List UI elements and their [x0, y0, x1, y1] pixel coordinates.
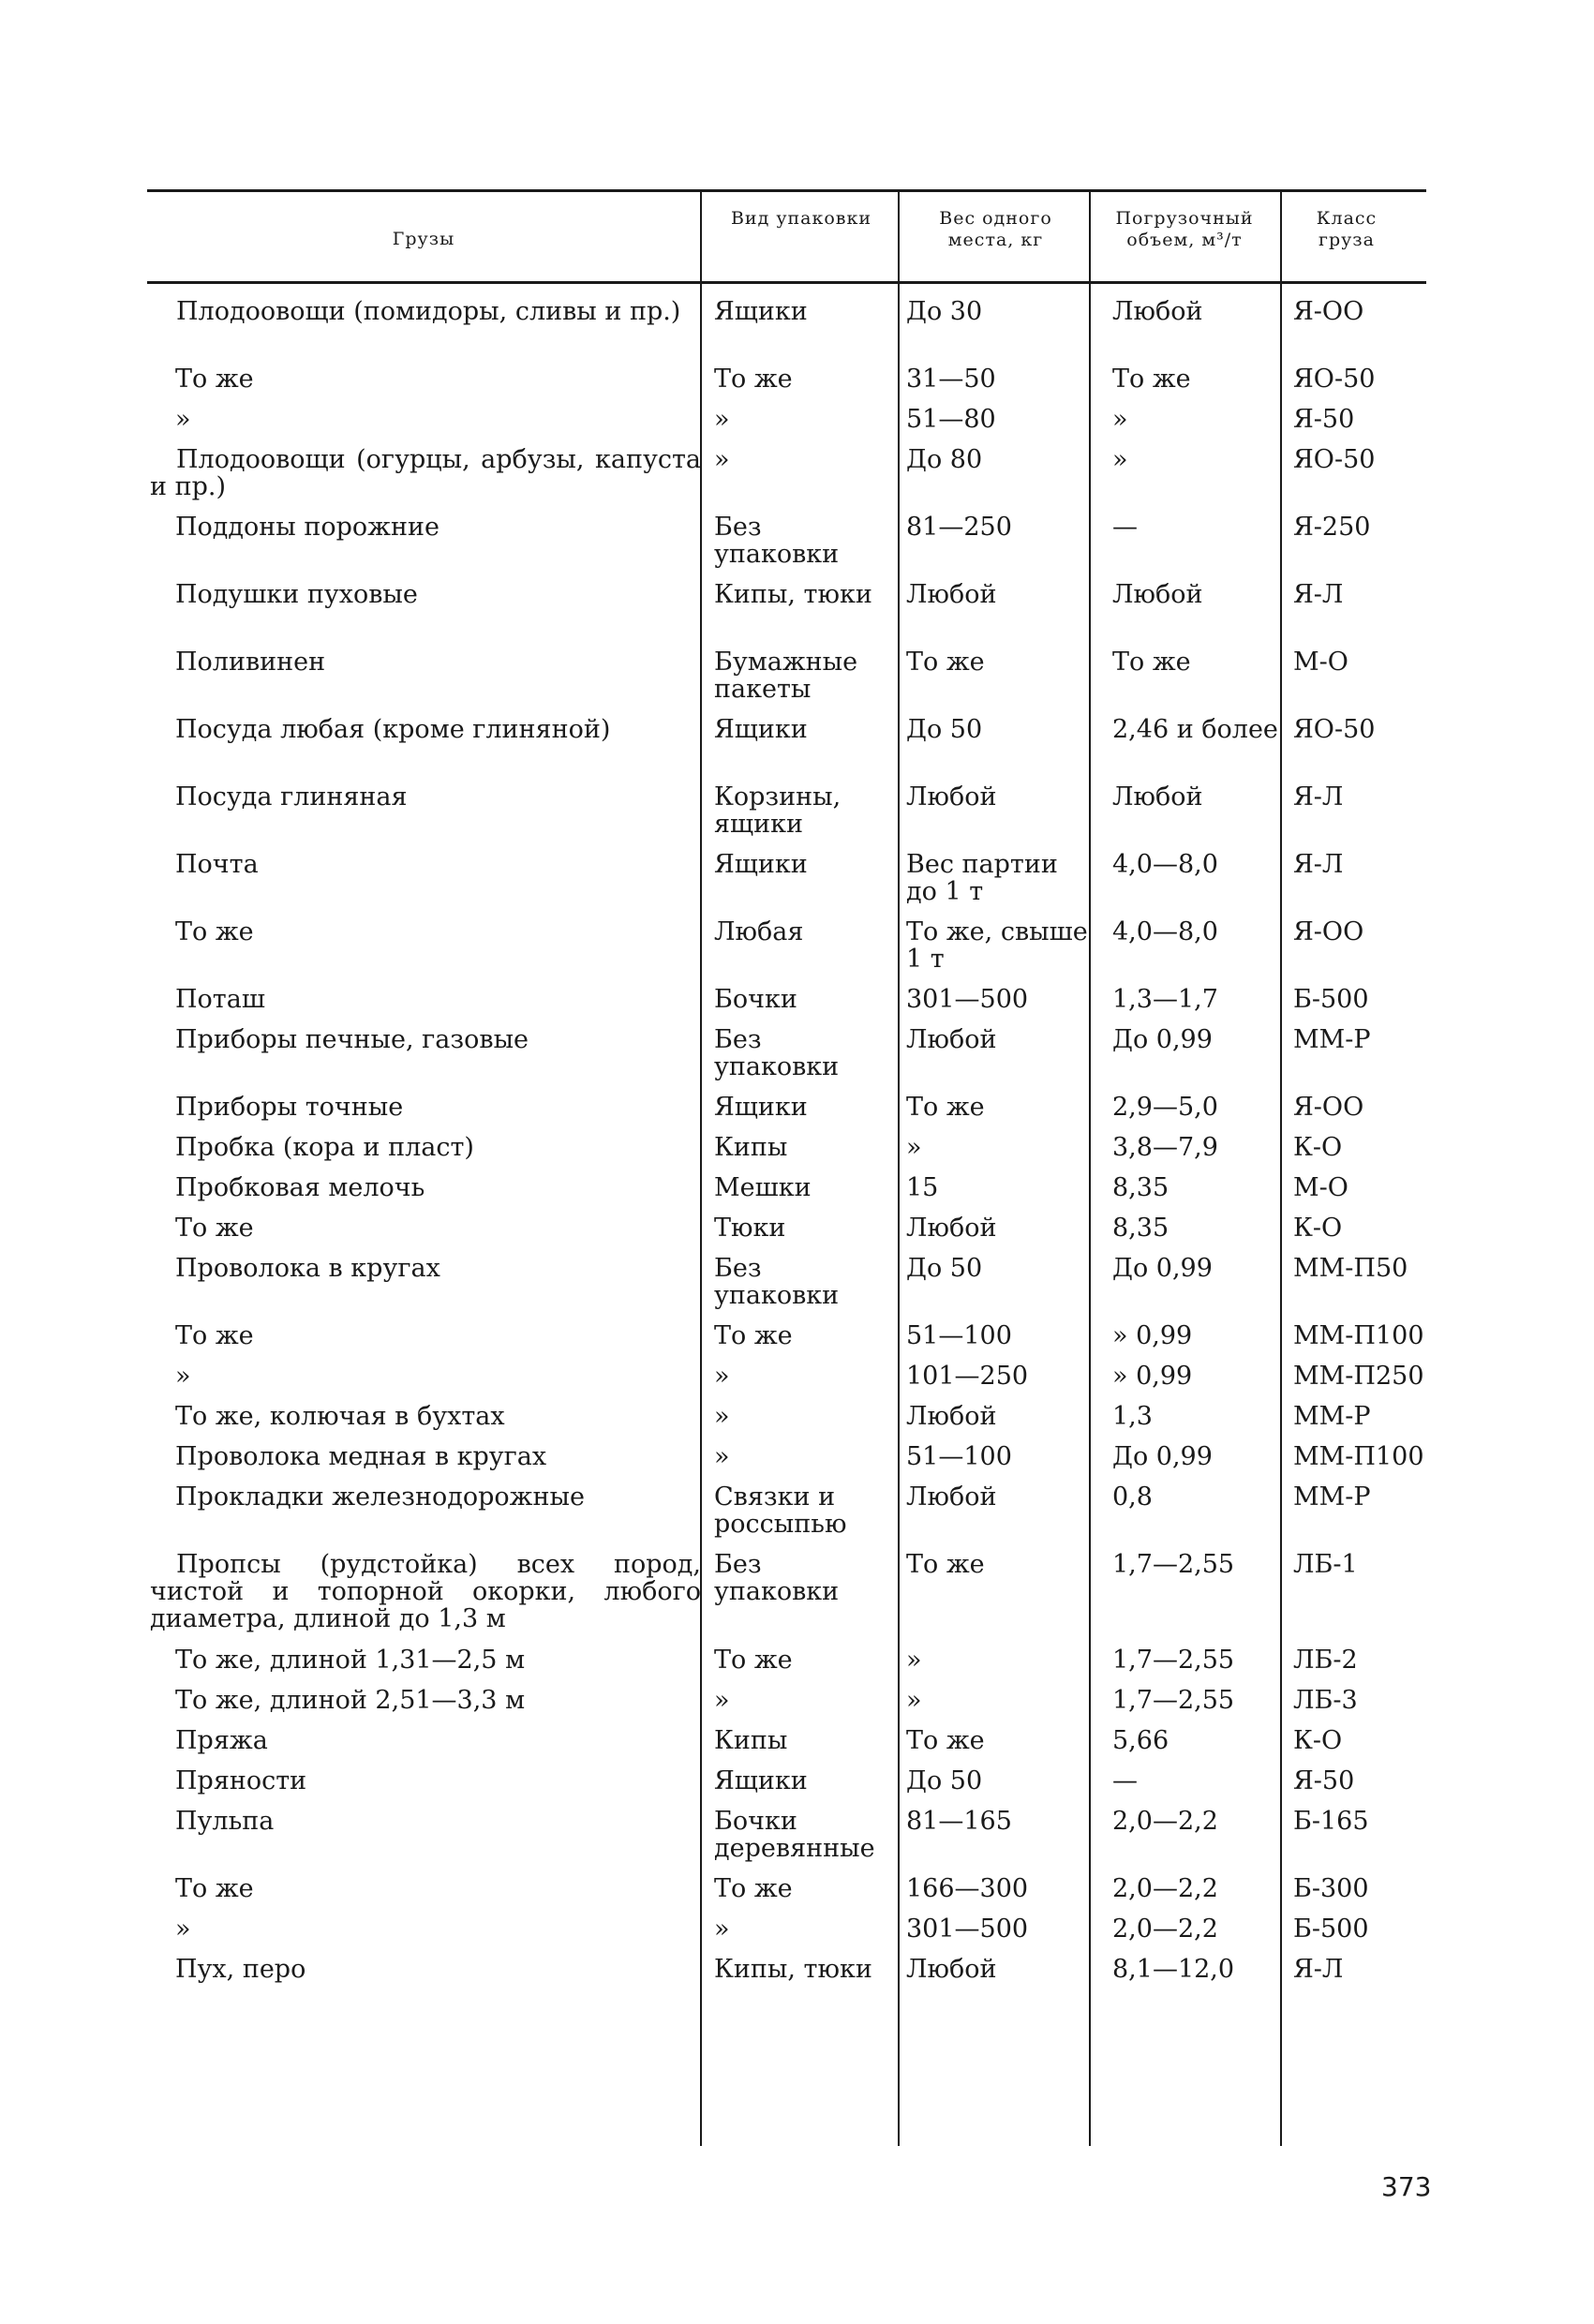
- class-cell: Я-Л: [1293, 580, 1344, 609]
- class-cell: ММ-П250: [1293, 1362, 1424, 1391]
- class-cell: К-О: [1293, 1214, 1343, 1243]
- class-cell: ММ-Р: [1293, 1402, 1371, 1431]
- cargo-cell: То же: [175, 1214, 254, 1243]
- class-cell: М-О: [1293, 648, 1348, 677]
- volume-cell: 4,0—8,0: [1112, 850, 1218, 879]
- packaging-cell: Связки и россыпью: [714, 1482, 847, 1539]
- class-cell: Я-ОО: [1293, 297, 1364, 326]
- cargo-table: [147, 298, 1431, 2023]
- packaging-cell: То же: [714, 365, 793, 394]
- weight-cell: То же: [906, 1726, 985, 1755]
- table-row: [147, 1875, 1431, 1915]
- cargo-cell: То же, длиной 2,51—3,3 м: [175, 1686, 526, 1715]
- class-cell: Я-Л: [1293, 850, 1344, 879]
- cargo-cell: То же, колючая в бухтах: [175, 1402, 505, 1431]
- packaging-cell: Кипы, тюки: [714, 580, 872, 609]
- class-cell: Б-500: [1293, 1914, 1369, 1944]
- weight-cell: Любой: [906, 1402, 997, 1431]
- weight-cell: 81—165: [906, 1807, 1012, 1836]
- volume-cell: 1,7—2,55: [1112, 1686, 1235, 1715]
- table-row: [147, 1687, 1431, 1727]
- class-cell: ЛБ-1: [1293, 1550, 1358, 1579]
- packaging-cell: Ящики: [714, 1093, 808, 1122]
- volume-cell: До 0,99: [1112, 1025, 1213, 1054]
- table-row: [147, 1727, 1431, 1767]
- cargo-cell: Прокладки железнодорожные: [175, 1482, 585, 1512]
- table-row: [147, 1443, 1431, 1483]
- table-row: [147, 986, 1431, 1026]
- table-header-rule: [147, 281, 1426, 284]
- volume-cell: Любой: [1112, 297, 1203, 326]
- cargo-cell: Приборы точные: [175, 1093, 404, 1122]
- volume-cell: —: [1112, 1766, 1138, 1795]
- volume-cell: То же: [1112, 648, 1191, 677]
- packaging-cell: »: [714, 1402, 730, 1431]
- volume-cell: 1,7—2,55: [1112, 1646, 1235, 1675]
- table-row: [147, 1026, 1431, 1094]
- weight-cell: Любой: [906, 1482, 997, 1512]
- weight-cell: »: [906, 1133, 922, 1162]
- volume-cell: То же: [1112, 365, 1191, 394]
- volume-cell: 2,0—2,2: [1112, 1914, 1218, 1944]
- cargo-cell: »: [175, 405, 191, 434]
- table-row: [147, 1915, 1431, 1956]
- class-cell: Я-ОО: [1293, 1093, 1364, 1122]
- cargo-cell: Пробка (кора и пласт): [175, 1133, 474, 1162]
- volume-cell: 8,35: [1112, 1173, 1169, 1202]
- table-row: [147, 1767, 1431, 1808]
- weight-cell: До 50: [906, 715, 983, 744]
- cargo-cell: Пропсы (рудстойка) всех пород, чистой и топорной окорки, любого диаметра, длиной до 1,3 м: [150, 1550, 701, 1633]
- packaging-cell: »: [714, 1914, 730, 1944]
- table-row: [147, 1956, 1431, 2023]
- class-cell: ЛБ-2: [1293, 1646, 1358, 1675]
- weight-cell: То же: [906, 648, 985, 677]
- cargo-cell: Плодоовощи (помидоры, сливы и пр.): [176, 297, 681, 326]
- class-cell: ЯО-50: [1293, 445, 1376, 474]
- table-row: [147, 1322, 1431, 1363]
- packaging-cell: Ящики: [714, 715, 808, 744]
- volume-cell: 2,0—2,2: [1112, 1807, 1218, 1836]
- cargo-cell: Поташ: [175, 985, 265, 1014]
- packaging-cell: Кипы: [714, 1133, 788, 1162]
- packaging-cell: Без упаковки: [714, 1254, 840, 1310]
- weight-cell: 51—100: [906, 1442, 1012, 1471]
- weight-cell: 51—80: [906, 405, 996, 434]
- cargo-cell: Пряжа: [175, 1726, 268, 1755]
- page-number: 373: [1381, 2171, 1432, 2202]
- class-cell: Б-165: [1293, 1807, 1369, 1836]
- cargo-cell: То же: [175, 1321, 254, 1350]
- packaging-cell: Без упаковки: [714, 1025, 840, 1081]
- packaging-cell: Корзины, ящики: [714, 782, 842, 839]
- cargo-cell: То же: [175, 365, 254, 394]
- volume-cell: » 0,99: [1112, 1321, 1193, 1350]
- weight-cell: До 30: [906, 297, 983, 326]
- class-cell: Я-50: [1293, 1766, 1355, 1795]
- weight-cell: До 50: [906, 1766, 983, 1795]
- cargo-cell: То же, длиной 1,31—2,5 м: [175, 1646, 526, 1675]
- cargo-cell: Проволока в кругах: [175, 1254, 440, 1283]
- weight-cell: 51—100: [906, 1321, 1012, 1350]
- table-row: [147, 1363, 1431, 1403]
- cargo-cell: Пряности: [175, 1766, 307, 1795]
- volume-cell: 5,66: [1112, 1726, 1169, 1755]
- packaging-cell: То же: [714, 1321, 793, 1350]
- volume-cell: Любой: [1112, 782, 1203, 812]
- table-row: [147, 783, 1431, 851]
- header-weight: Вес одного места, кг: [939, 208, 1052, 250]
- packaging-cell: Любая: [714, 917, 804, 946]
- volume-cell: »: [1112, 405, 1128, 434]
- table-row: [147, 406, 1431, 446]
- volume-cell: Любой: [1112, 580, 1203, 609]
- table-row: [147, 365, 1431, 406]
- packaging-cell: Бочки: [714, 985, 797, 1014]
- weight-cell: До 50: [906, 1254, 983, 1283]
- packaging-cell: »: [714, 1442, 730, 1471]
- weight-cell: 301—500: [906, 985, 1029, 1014]
- packaging-cell: Кипы: [714, 1726, 788, 1755]
- table-row: [147, 1094, 1431, 1134]
- class-cell: Я-250: [1293, 513, 1371, 542]
- class-cell: Я-Л: [1293, 1955, 1344, 1984]
- packaging-cell: То же: [714, 1646, 793, 1675]
- class-cell: ЛБ-3: [1293, 1686, 1358, 1715]
- cargo-cell: Поддоны порожние: [175, 513, 439, 542]
- packaging-cell: Ящики: [714, 1766, 808, 1795]
- table-row: [147, 1214, 1431, 1255]
- weight-cell: То же, свыше 1 т: [906, 917, 1088, 974]
- volume-cell: 2,0—2,2: [1112, 1874, 1218, 1903]
- packaging-cell: Без упаковки: [714, 1550, 840, 1606]
- packaging-cell: Ящики: [714, 850, 808, 879]
- header-volume: Погрузочный объем, м³/т: [1115, 208, 1254, 250]
- table-row: [147, 1403, 1431, 1443]
- volume-cell: 0,8: [1112, 1482, 1153, 1512]
- class-cell: Б-300: [1293, 1874, 1369, 1903]
- weight-cell: 101—250: [906, 1362, 1029, 1391]
- cargo-cell: Посуда глиняная: [175, 782, 408, 812]
- volume-cell: 1,7—2,55: [1112, 1550, 1235, 1579]
- packaging-cell: То же: [714, 1874, 793, 1903]
- table-row: [147, 918, 1431, 986]
- weight-cell: Вес партии до 1 т: [906, 850, 1058, 906]
- class-cell: ММ-П100: [1293, 1321, 1424, 1350]
- class-cell: Я-ОО: [1293, 917, 1364, 946]
- cargo-cell: Посуда любая (кроме глиняной): [175, 715, 611, 744]
- table-row: [147, 851, 1431, 918]
- table-row: [147, 581, 1431, 648]
- weight-cell: То же: [906, 1093, 985, 1122]
- weight-cell: 15: [906, 1173, 939, 1202]
- class-cell: Б-500: [1293, 985, 1369, 1014]
- packaging-cell: Тюки: [714, 1214, 786, 1243]
- volume-cell: 3,8—7,9: [1112, 1133, 1218, 1162]
- cargo-cell: »: [175, 1914, 191, 1944]
- class-cell: ММ-П50: [1293, 1254, 1408, 1283]
- class-cell: ММ-Р: [1293, 1482, 1371, 1512]
- cargo-cell: Плодоовощи (огурцы, арбузы, капуста и пр.): [150, 445, 701, 501]
- weight-cell: Любой: [906, 1214, 997, 1243]
- packaging-cell: »: [714, 445, 730, 474]
- weight-cell: То же: [906, 1550, 985, 1579]
- packaging-cell: Без упаковки: [714, 513, 840, 569]
- weight-cell: 301—500: [906, 1914, 1029, 1944]
- table-row: [147, 716, 1431, 783]
- table-row: [147, 1808, 1431, 1875]
- table-row: [147, 648, 1431, 716]
- weight-cell: Любой: [906, 1955, 997, 1984]
- volume-cell: 1,3—1,7: [1112, 985, 1218, 1014]
- cargo-cell: »: [175, 1362, 191, 1391]
- cargo-cell: Почта: [175, 850, 259, 879]
- table-row: [147, 1646, 1431, 1687]
- class-cell: ММ-Р: [1293, 1025, 1371, 1054]
- cargo-cell: Пух, перо: [175, 1955, 306, 1984]
- volume-cell: До 0,99: [1112, 1442, 1213, 1471]
- cargo-cell: Пробковая мелочь: [175, 1173, 425, 1202]
- weight-cell: 31—50: [906, 365, 996, 394]
- class-cell: ЯО-50: [1293, 365, 1376, 394]
- volume-cell: —: [1112, 513, 1138, 542]
- class-cell: ММ-П100: [1293, 1442, 1424, 1471]
- class-cell: Я-50: [1293, 405, 1355, 434]
- cargo-cell: Приборы печные, газовые: [175, 1025, 529, 1054]
- weight-cell: До 80: [906, 445, 983, 474]
- table-row: [147, 1174, 1431, 1214]
- header-packaging: Вид упаковки: [730, 208, 872, 229]
- header-cargo: Грузы: [392, 229, 455, 249]
- table-row: [147, 298, 1431, 365]
- packaging-cell: Ящики: [714, 297, 808, 326]
- class-cell: ЯО-50: [1293, 715, 1376, 744]
- volume-cell: »: [1112, 445, 1128, 474]
- packaging-cell: »: [714, 405, 730, 434]
- volume-cell: 8,1—12,0: [1112, 1955, 1235, 1984]
- packaging-cell: Мешки: [714, 1173, 812, 1202]
- volume-cell: » 0,99: [1112, 1362, 1193, 1391]
- class-cell: М-О: [1293, 1173, 1348, 1202]
- packaging-cell: Бочки деревянные: [714, 1807, 875, 1863]
- cargo-cell: То же: [175, 1874, 254, 1903]
- weight-cell: 81—250: [906, 513, 1012, 542]
- weight-cell: »: [906, 1646, 922, 1675]
- packaging-cell: »: [714, 1686, 730, 1715]
- weight-cell: Любой: [906, 782, 997, 812]
- cargo-cell: Проволока медная в кругах: [175, 1442, 547, 1471]
- table-row: [147, 1551, 1431, 1646]
- table-row: [147, 446, 1431, 514]
- volume-cell: До 0,99: [1112, 1254, 1213, 1283]
- table-row: [147, 1483, 1431, 1551]
- volume-cell: 8,35: [1112, 1214, 1169, 1243]
- weight-cell: »: [906, 1686, 922, 1715]
- cargo-cell: То же: [175, 917, 254, 946]
- class-cell: Я-Л: [1293, 782, 1344, 812]
- header-class: Класс груза: [1316, 208, 1378, 250]
- table-row: [147, 514, 1431, 581]
- volume-cell: 1,3: [1112, 1402, 1153, 1431]
- weight-cell: Любой: [906, 580, 997, 609]
- table-row: [147, 1134, 1431, 1174]
- cargo-cell: Поливинен: [175, 648, 326, 677]
- class-cell: К-О: [1293, 1726, 1343, 1755]
- weight-cell: Любой: [906, 1025, 997, 1054]
- cargo-cell: Пульпа: [175, 1807, 275, 1836]
- class-cell: К-О: [1293, 1133, 1343, 1162]
- volume-cell: 4,0—8,0: [1112, 917, 1218, 946]
- volume-cell: 2,9—5,0: [1112, 1093, 1218, 1122]
- weight-cell: 166—300: [906, 1874, 1029, 1903]
- cargo-cell: Подушки пуховые: [175, 580, 418, 609]
- table-row: [147, 1255, 1431, 1322]
- packaging-cell: Бумажные пакеты: [714, 648, 858, 704]
- volume-cell: 2,46 и более: [1112, 715, 1278, 744]
- table-top-rule: [147, 189, 1426, 192]
- packaging-cell: »: [714, 1362, 730, 1391]
- packaging-cell: Кипы, тюки: [714, 1955, 872, 1984]
